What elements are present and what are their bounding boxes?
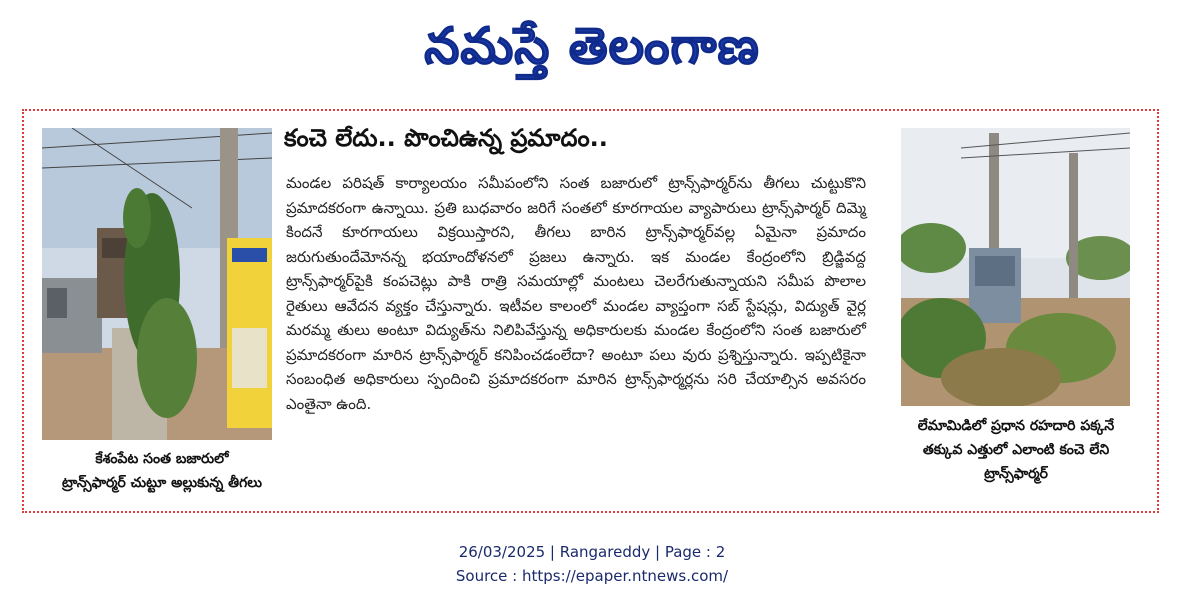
footer: [0, 540, 1184, 588]
article-headline: కంచె లేదు.. పొంచిఉన్న ప్రమాదం..: [284, 124, 608, 152]
caption-right-line-2: తక్కువ ఎత్తులో ఎలాంటి కంచె లేని: [922, 442, 1110, 458]
newspaper-logo: నమస్తే తెలంగాణ: [424, 16, 760, 75]
caption-right-photo: [884, 414, 1148, 486]
masthead: [0, 6, 1184, 86]
footer-edition-info: 26/03/2025 | Rangareddy | Page : 2: [458, 543, 726, 561]
caption-right-line-1: లేమామిడిలో ప్రధాన రహదారి పక్కనే: [917, 418, 1115, 434]
article-body: మండల పరిషత్ కార్యాలయం సమీపంలోని సంత బజారులో ట్రాన్స్‌ఫార్మర్‌ను తీగలు చుట్టుకొని ప్రమాదకరంగా ఉన్నాయి. ప్రతి బుధవారం జరిగే సంతలో కూరగాయల వ్యాపారులు ట్రాన్స్‌ఫార్మర్ దిమ్మె కిందనే కూరగాయలు విక్రయిస్తారని, తీగలు బారిన ట్రాన్స్‌ఫార్మర్‌వల్ల ఏమైనా ప్రమాదం జరుగుతుందేమోనన్న భయాందోళనలో ప్రజలు ఉన్నారు. ఇక మండల కేంద్రంలోని బ్రిడ్జివద్ద ట్రాన్స్‌ఫార్మర్‌పైకి కంపచెట్లు పాకి రాత్రి సమయాల్లో మంటలు చెలరేగుతున్నాయని సమీప పొలాల రైతులు ఆవేదన వ్యక్తం చేస్తున్నారు. ఇటీవల కాలంలో మండల వ్యాప్తంగా సబ్ స్టేషన్లు, విద్యుత్ వైర్ల మరమ్మ తులు అంటూ విద్యుత్‌ను నిలిపివేస్తున్న అధికారులకు మండల కేంద్రంలోని సంత బజారులో ప్రమాదకరంగా మారిన ట్రాన్స్‌ఫార్మర్ కనిపించడంలేదా? అంటూ పలు వురు ప్రశ్నిస్తున్నారు. ఇప్పటికైనా సంబంధిత అధికారులు స్పందించి ప్రమాదకరంగా మారిన ట్రాన్స్‌ఫార్మర్లను సరి చేయాల్సిన అవసరం ఎంతైనా ఉంది.: [286, 174, 866, 413]
footer-source: Source : https://epaper.ntnews.com/: [455, 567, 729, 585]
caption-right-line-3: ట్రాన్స్‌ఫార్మర్: [984, 466, 1048, 482]
caption-left-line-2: ట్రాన్స్‌ఫార్మర్ చుట్టూ అల్లుకున్న తీగలు: [61, 475, 263, 491]
photo-transformer-roadside: [901, 128, 1130, 406]
photo-transformer-market: [42, 128, 272, 440]
caption-left-line-1: కేశంపేట సంత బజారులో: [95, 451, 229, 467]
caption-left-photo: [42, 447, 282, 495]
news-clipping: [22, 109, 1159, 513]
